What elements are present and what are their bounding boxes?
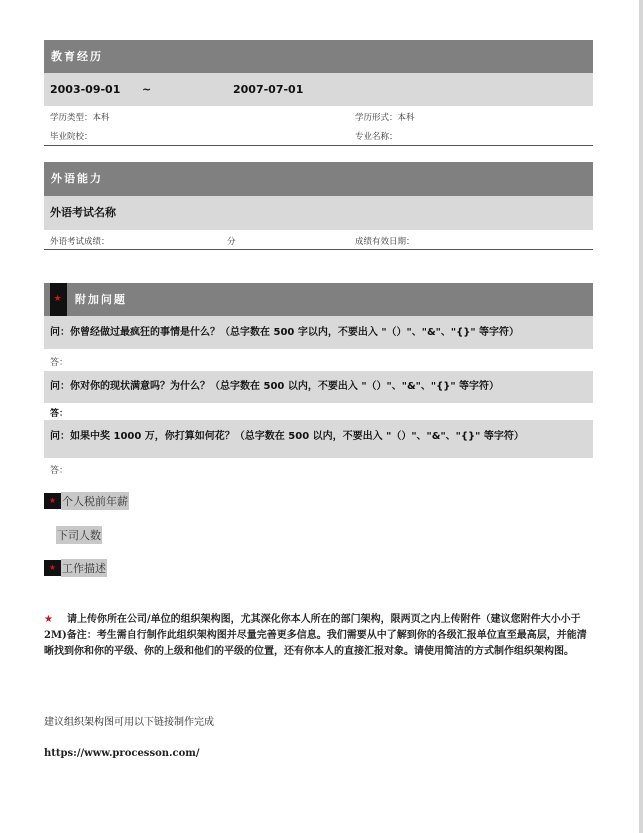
answer-label-2: 答： <box>50 409 69 419</box>
answer-label-3: 答： <box>50 466 69 476</box>
annual-salary-label <box>44 493 129 509</box>
major-name: 专业名称： <box>355 132 398 142</box>
school-name: 毕业院校： <box>50 132 93 142</box>
processon-link[interactable]: https://www.processon.com/ <box>44 748 200 759</box>
extra-questions-header <box>44 283 593 316</box>
question-text: 问：如果中奖 1000 万，你打算如何花？（总字数在 500 以内，不要出入 "（）"、"&"、"{}" 等字符） <box>50 431 524 442</box>
question-row-2 <box>44 371 593 403</box>
language-exam-row <box>44 196 593 230</box>
job-description-label <box>44 560 107 576</box>
education-date-separator: ~ <box>142 83 152 96</box>
exam-score-unit: 分 <box>227 237 236 247</box>
question-text: 问：你曾经做过最疯狂的事情是什么？（总字数在 500 字以内，不要出入 "（）"、"&"、"{}" 等字符） <box>50 327 520 338</box>
question-row-3 <box>44 420 593 458</box>
education-title: 教育经历 <box>51 50 103 63</box>
org-chart-instructions-text: 请上传你所在公司/单位的组织架构图，尤其深化你本人所在的部门架构，限两页之内上传附件（建议您附件大小小于 2M)备注：考生需自行制作此组织架构图并尽量完善更多信息。我们需要从中了解到你的各级汇报单位直至最高层，并能清晰找到你和你的平级、你的上级和他们的平级的位置，还有你本人的直接汇报对象。请使用简洁的方式制作组织架构图。 <box>44 614 587 657</box>
job-description-text: 工作描述 <box>61 559 107 577</box>
required-star-icon: ★ <box>44 560 61 576</box>
education-dates-row <box>44 73 593 106</box>
extra-questions-title: 附加问题 <box>74 293 127 306</box>
degree-type: 学历类型：本科 <box>50 113 110 123</box>
education-divider <box>44 145 593 146</box>
language-title: 外语能力 <box>51 172 103 185</box>
suggestion-text: 建议组织架构图可用以下链接制作完成 <box>44 717 214 728</box>
education-section-header <box>44 40 593 73</box>
education-start-date: 2003-09-01 <box>50 83 121 96</box>
language-divider <box>44 249 593 250</box>
education-end-date: 2007-07-01 <box>233 83 304 96</box>
language-section-header <box>44 162 593 196</box>
question-text: 问：你对你的现状满意吗？为什么？（总字数在 500 以内，不要出入 "（）"、"&"、"{}" 等字符） <box>50 381 500 392</box>
annual-salary-text: 个人税前年薪 <box>61 492 129 510</box>
question-row-1 <box>44 316 593 349</box>
required-star-icon: ★ <box>50 283 67 316</box>
scrollbar[interactable] <box>639 0 643 833</box>
subordinates-text: 下司人数 <box>56 526 102 544</box>
valid-date-label: 成绩有效日期： <box>355 237 415 247</box>
required-star-icon: ★ <box>44 614 53 625</box>
answer-label-1: 答： <box>50 358 69 368</box>
org-chart-instructions <box>44 612 593 660</box>
degree-form: 学历形式：本科 <box>355 113 415 123</box>
exam-name-label: 外语考试名称 <box>50 206 116 219</box>
required-star-icon: ★ <box>44 493 61 509</box>
exam-score-label: 外语考试成绩： <box>50 237 110 247</box>
subordinates-label <box>56 527 102 543</box>
